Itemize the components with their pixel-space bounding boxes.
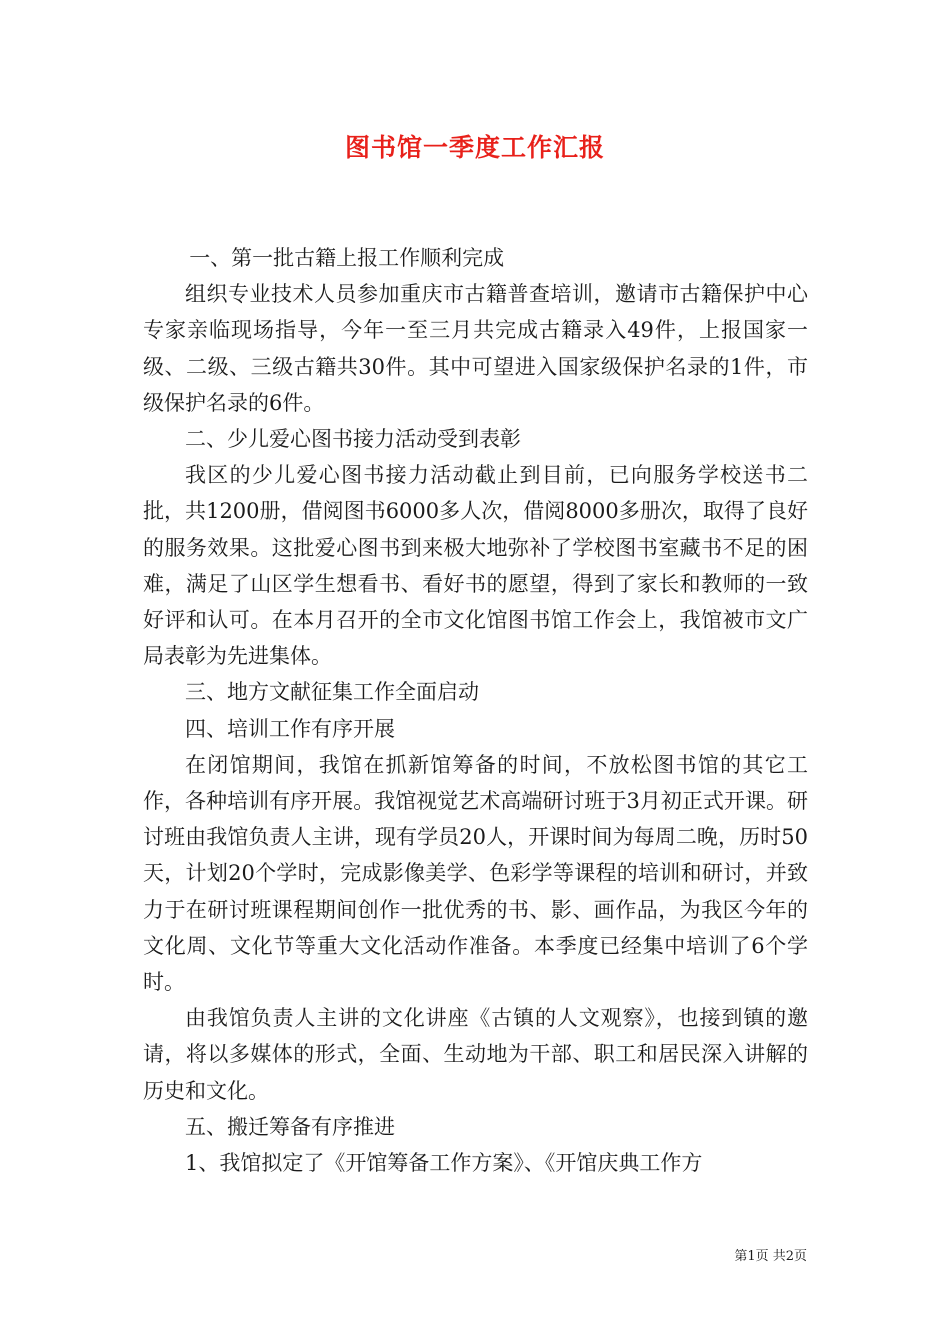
page-number: 第1页 共2页 [734,1249,807,1264]
paragraph-3: 在闭馆期间，我馆在抓新馆筹备的时间，不放松图书馆的其它工作，各种培训有序开展。我馆视觉艺术高端研讨班于3月初正式开课。研讨班由我馆负责人主讲，现有学员20人，开课时间为每周二晚，历时50天，计划20个学时，完成影像美学、色彩学等课程的培训和研讨，并致力于在研讨班课程期间创作一批优秀的书、影、画作品，为我区今年的文化周、文化节等重大文化活动作准备。本季度已经集中培训了6个学时。 [143,752,808,995]
paragraph-5: 1、我馆拟定了《开馆筹备工作方案》、《开馆庆典工作方 [185,1151,703,1176]
paragraph-2: 我区的少儿爱心图书接力活动截止到目前，已向服务学校送书二批，共1200册，借阅图书6000多人次，借阅8000多册次，取得了良好的服务效果。这批爱心图书到来极大地弥补了学校图书室藏书不足的困难，满足了山区学生想看书、看好书的愿望，得到了家长和教师的一致好评和认可。在本月召开的全市文化馆图书馆工作会上，我馆被市文广局表彰为先进集体。 [143,463,808,669]
section-heading-5: 五、搬迁筹备有序推进 [185,1114,395,1139]
section-heading-4: 四、培训工作有序开展 [185,716,395,741]
section-heading-1: 一、第一批古籍上报工作顺利完成 [189,246,505,270]
paragraph-1: 组织专业技术人员参加重庆市古籍普查培训，邀请市古籍保护中心专家亲临现场指导，今年一至三月共完成古籍录入49件，上报国家一级、二级、三级古籍共30件。其中可望进入国家级保护名录的1件，市级保护名录的6件。 [143,282,808,415]
section-heading-2: 二、少儿爱心图书接力活动受到表彰 [185,427,521,452]
document-title: 图书馆一季度工作汇报 [344,133,605,162]
section-heading-3: 三、地方文献征集工作全面启动 [185,680,479,705]
paragraph-4: 由我馆负责人主讲的文化讲座《古镇的人文观察》，也接到镇的邀请，将以多媒体的形式，全面、生动地为干部、职工和居民深入讲解的历史和文化。 [143,1006,808,1103]
document-body [143,240,808,1181]
